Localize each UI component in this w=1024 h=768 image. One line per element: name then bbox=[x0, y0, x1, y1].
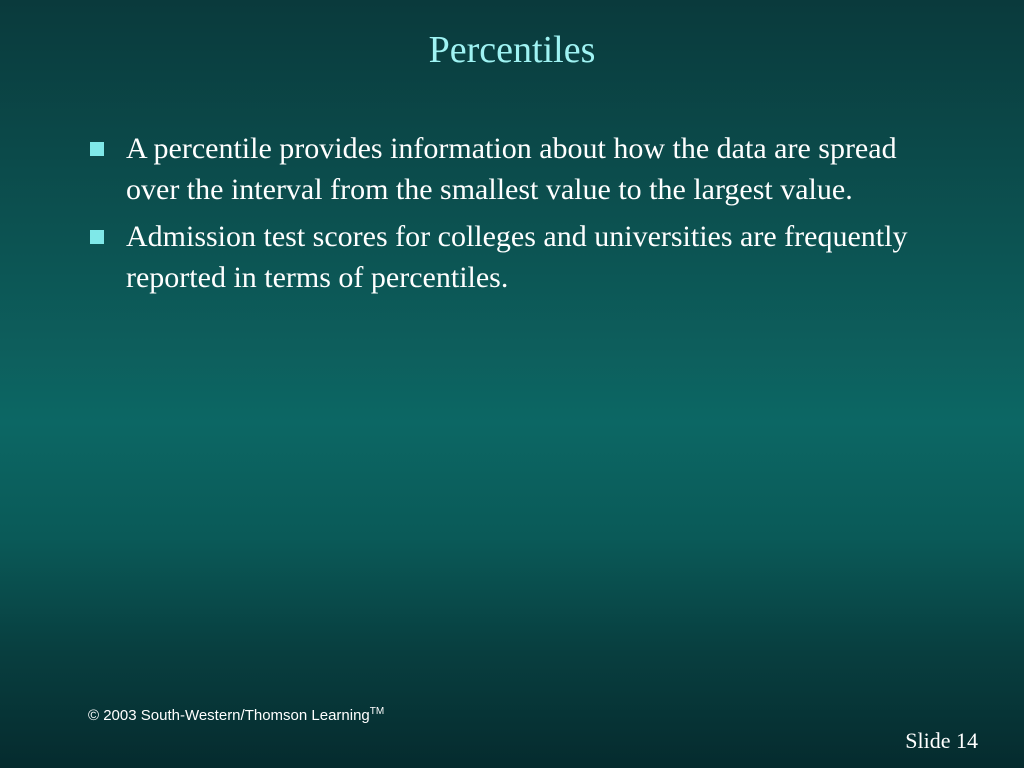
bullet-text: Admission test scores for colleges and universities are frequently reported in terms of percentiles. bbox=[126, 220, 908, 294]
slide-number bbox=[905, 728, 978, 754]
bullet-item bbox=[88, 216, 908, 298]
copyright-notice bbox=[88, 706, 384, 724]
bullet-text: A percentile provides information about how the data are spread over the interval from the smallest value to the largest value. bbox=[126, 132, 897, 206]
copyright-text: © 2003 South-Western/Thomson Learning bbox=[88, 707, 370, 724]
slide-number-value: 14 bbox=[956, 728, 978, 753]
slide-title: Percentiles bbox=[428, 29, 596, 71]
square-bullet-icon bbox=[90, 142, 104, 156]
slide-label: Slide bbox=[905, 728, 951, 753]
square-bullet-icon bbox=[90, 230, 104, 244]
trademark-mark: TM bbox=[369, 706, 385, 717]
bullet-list bbox=[88, 128, 908, 304]
bullet-item bbox=[88, 128, 908, 210]
